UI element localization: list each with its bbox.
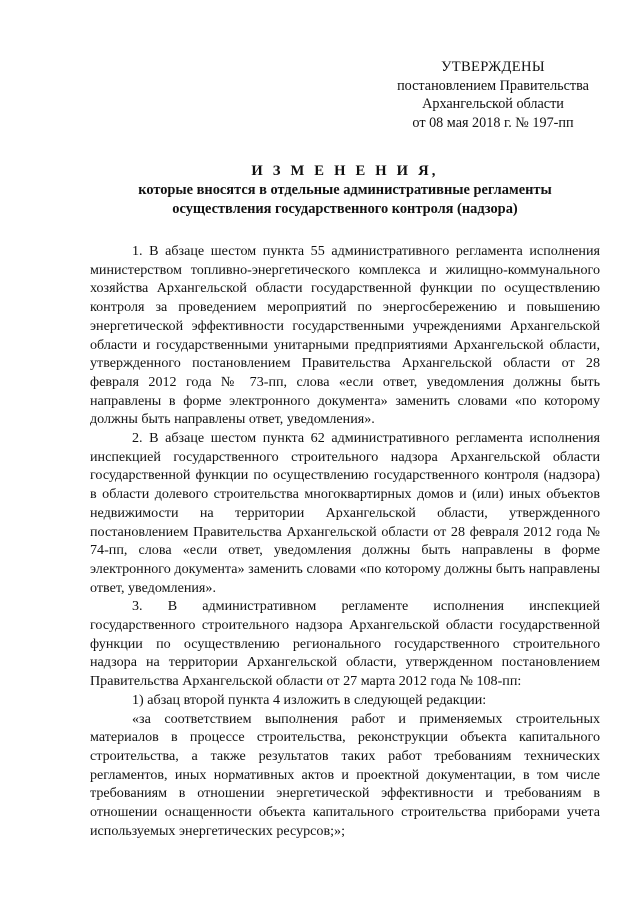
heading-title: И З М Е Н Е Н И Я, <box>251 163 439 179</box>
approval-line-2: Архангельской области <box>422 96 564 113</box>
paragraph-2: 2. В абзаце шестом пункта 62 административного регламента исполнения инспекцией государственного строительного надзора Архангельской области государственной функции по осуществлению государственного контроля (надзора) в области долевого строительства многоквартирных домов и (или) иных объектов недвижимости на территории Архангельской области, утвержденного постановлением Правительства Архангельской области от 28 февраля 2012 года № 74-пп, слова «если ответ, уведомления должны быть направлены в форме электронного документа» заменить словами «по которому должны быть направлены ответ, уведомления». <box>90 430 600 596</box>
heading-line-1: которые вносятся в отдельные административные регламенты <box>138 182 552 198</box>
approval-line-3: от 08 мая 2018 г. № 197-пп <box>412 114 574 131</box>
paragraph-3-sub-1: 1) абзац второй пункта 4 изложить в следующей редакции: <box>132 691 487 708</box>
heading-line-2: осуществления государственного контроля (надзора) <box>172 201 518 217</box>
approval-stamp-block <box>388 58 598 132</box>
document-heading <box>90 162 600 219</box>
paragraph-3-quote: «за соответствием выполнения работ и применяемых строительных материалов в процессе строительства, реконструкции объекта капитального строительства, а также результатов таких работ требованиям технических регламентов, иных нормативных актов и проектной документации, в том числе требованиям в отношении энергетической эффективности и требованиям в отношении оснащенности объекта капитального строительства приборами учета используемых энергетических ресурсов;»; <box>90 710 600 839</box>
document-body <box>90 242 600 841</box>
paragraph-1: 1. В абзаце шестом пункта 55 административного регламента исполнения министерством топливно-энергетического комплекса и жилищно-коммунального хозяйства Архангельской области государственной функции по осуществлению контроля за проведением мероприятий по энергосбережению и повышению энергетической эффективности государственными учреждениями Архангельской области и государственными унитарными предприятиями Архангельской области, утвержденного постановлением Правительства Архангельской области от 28 февраля 2012 года № 73-пп, слова «если ответ, уведомления должны быть направлены в форме электронного документа» заменить словами «по которому должны быть направлены ответ, уведомления». <box>90 243 600 428</box>
approval-line-1: постановлением Правительства <box>397 77 589 94</box>
paragraph-3: 3. В административном регламенте исполнения инспекцией государственного строительного надзора Архангельской области государственной функции по осуществлению регионального государственного строительного надзора на территории Архангельской области, утвержденном постановлением Правительства Архангельской области от 27 марта 2012 года № 108-пп: <box>90 598 600 690</box>
approval-title: УТВЕРЖДЕНЫ <box>441 59 545 75</box>
